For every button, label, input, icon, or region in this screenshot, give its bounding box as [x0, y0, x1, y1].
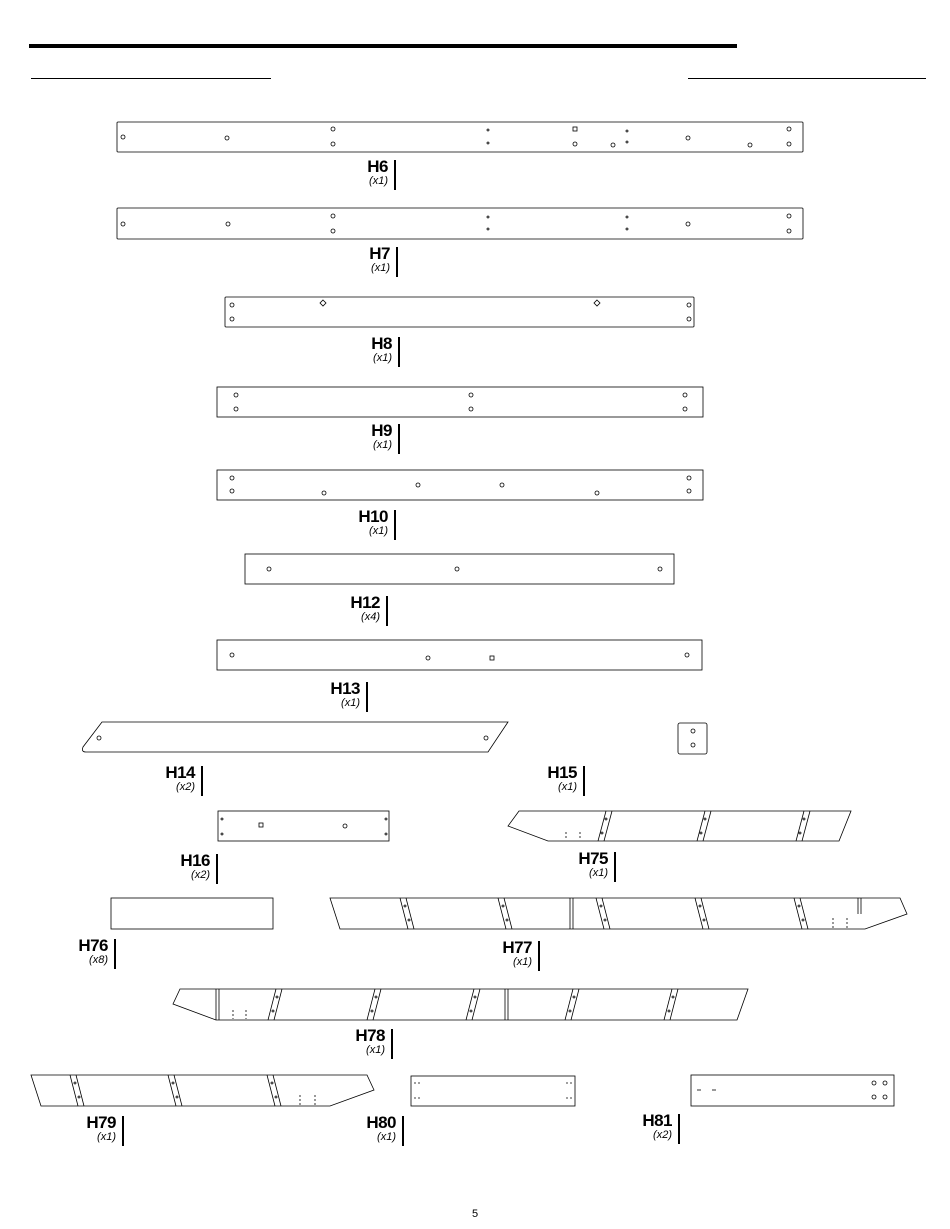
label-bar [398, 424, 400, 454]
part-drawing-h75 [508, 811, 851, 841]
part-label-h75 [558, 850, 608, 879]
part-label-h80 [346, 1114, 396, 1143]
part-quantity: (x1) [369, 525, 388, 537]
part-code: H76 [78, 936, 108, 955]
part-drawing-h80 [411, 1076, 575, 1106]
part-code: H7 [369, 244, 390, 263]
part-drawing-h14 [82, 722, 508, 752]
part-code: H15 [547, 763, 577, 782]
label-bar [216, 854, 218, 884]
part-drawing-h9 [217, 387, 703, 417]
part-drawing-h7 [117, 208, 803, 239]
label-bar [398, 337, 400, 367]
part-quantity: (x1) [589, 867, 608, 879]
label-bar [366, 682, 368, 712]
part-drawing-h78 [173, 989, 748, 1020]
page-number: 5 [471, 1208, 479, 1220]
part-code: H9 [371, 421, 392, 440]
label-bar [396, 247, 398, 277]
label-bar [114, 939, 116, 969]
part-label-h78 [335, 1027, 385, 1056]
label-bar [394, 160, 396, 190]
part-code: H12 [350, 593, 380, 612]
label-bar [201, 766, 203, 796]
label-bar [394, 510, 396, 540]
part-drawing-h77 [330, 898, 907, 929]
part-quantity: (x1) [366, 1044, 385, 1056]
part-drawing-h8 [225, 297, 694, 327]
part-label-h13 [310, 680, 360, 709]
part-drawing-h6 [117, 122, 803, 152]
part-drawing-h81 [691, 1075, 894, 1106]
part-label-h6 [340, 158, 388, 187]
part-code: H81 [642, 1111, 672, 1130]
part-quantity: (x1) [558, 781, 577, 793]
part-code: H78 [355, 1026, 385, 1045]
part-quantity: (x1) [97, 1131, 116, 1143]
part-quantity: (x1) [377, 1131, 396, 1143]
part-code: H6 [367, 157, 388, 176]
part-label-h16 [160, 852, 210, 881]
part-quantity: (x1) [373, 439, 392, 451]
part-label-h7 [342, 245, 390, 274]
part-label-h79 [66, 1114, 116, 1143]
part-code: H8 [371, 334, 392, 353]
part-label-h8 [342, 335, 392, 364]
part-drawing-h13 [217, 640, 702, 670]
part-label-h9 [342, 422, 392, 451]
part-code: H80 [366, 1113, 396, 1132]
part-quantity: (x1) [513, 956, 532, 968]
part-quantity: (x1) [369, 175, 388, 187]
part-drawing-h79 [31, 1075, 374, 1106]
part-quantity: (x1) [371, 262, 390, 274]
part-code: H13 [330, 679, 360, 698]
label-bar [391, 1029, 393, 1059]
part-code: H77 [502, 938, 532, 957]
part-drawing-h10 [217, 470, 703, 500]
part-label-h10 [338, 508, 388, 537]
label-bar [402, 1116, 404, 1146]
part-code: H75 [578, 849, 608, 868]
label-bar [538, 941, 540, 971]
label-bar [386, 596, 388, 626]
part-drawing-h16 [218, 811, 389, 841]
part-drawing-h76 [111, 898, 273, 929]
part-code: H14 [165, 763, 195, 782]
part-label-h12 [330, 594, 380, 623]
part-code: H79 [86, 1113, 116, 1132]
part-label-h81 [622, 1112, 672, 1141]
part-quantity: (x1) [373, 352, 392, 364]
part-quantity: (x2) [191, 869, 210, 881]
part-quantity: (x1) [341, 697, 360, 709]
part-drawing-h12 [245, 554, 674, 584]
part-label-h76 [58, 937, 108, 966]
part-label-h14 [145, 764, 195, 793]
part-quantity: (x8) [89, 954, 108, 966]
part-code: H10 [358, 507, 388, 526]
label-bar [678, 1114, 680, 1144]
part-label-h15 [527, 764, 577, 793]
label-bar [583, 766, 585, 796]
part-quantity: (x2) [176, 781, 195, 793]
label-bar [614, 852, 616, 882]
part-label-h77 [482, 939, 532, 968]
part-drawing-h15 [678, 723, 707, 754]
part-quantity: (x4) [361, 611, 380, 623]
part-quantity: (x2) [653, 1129, 672, 1141]
part-code: H16 [180, 851, 210, 870]
label-bar [122, 1116, 124, 1146]
